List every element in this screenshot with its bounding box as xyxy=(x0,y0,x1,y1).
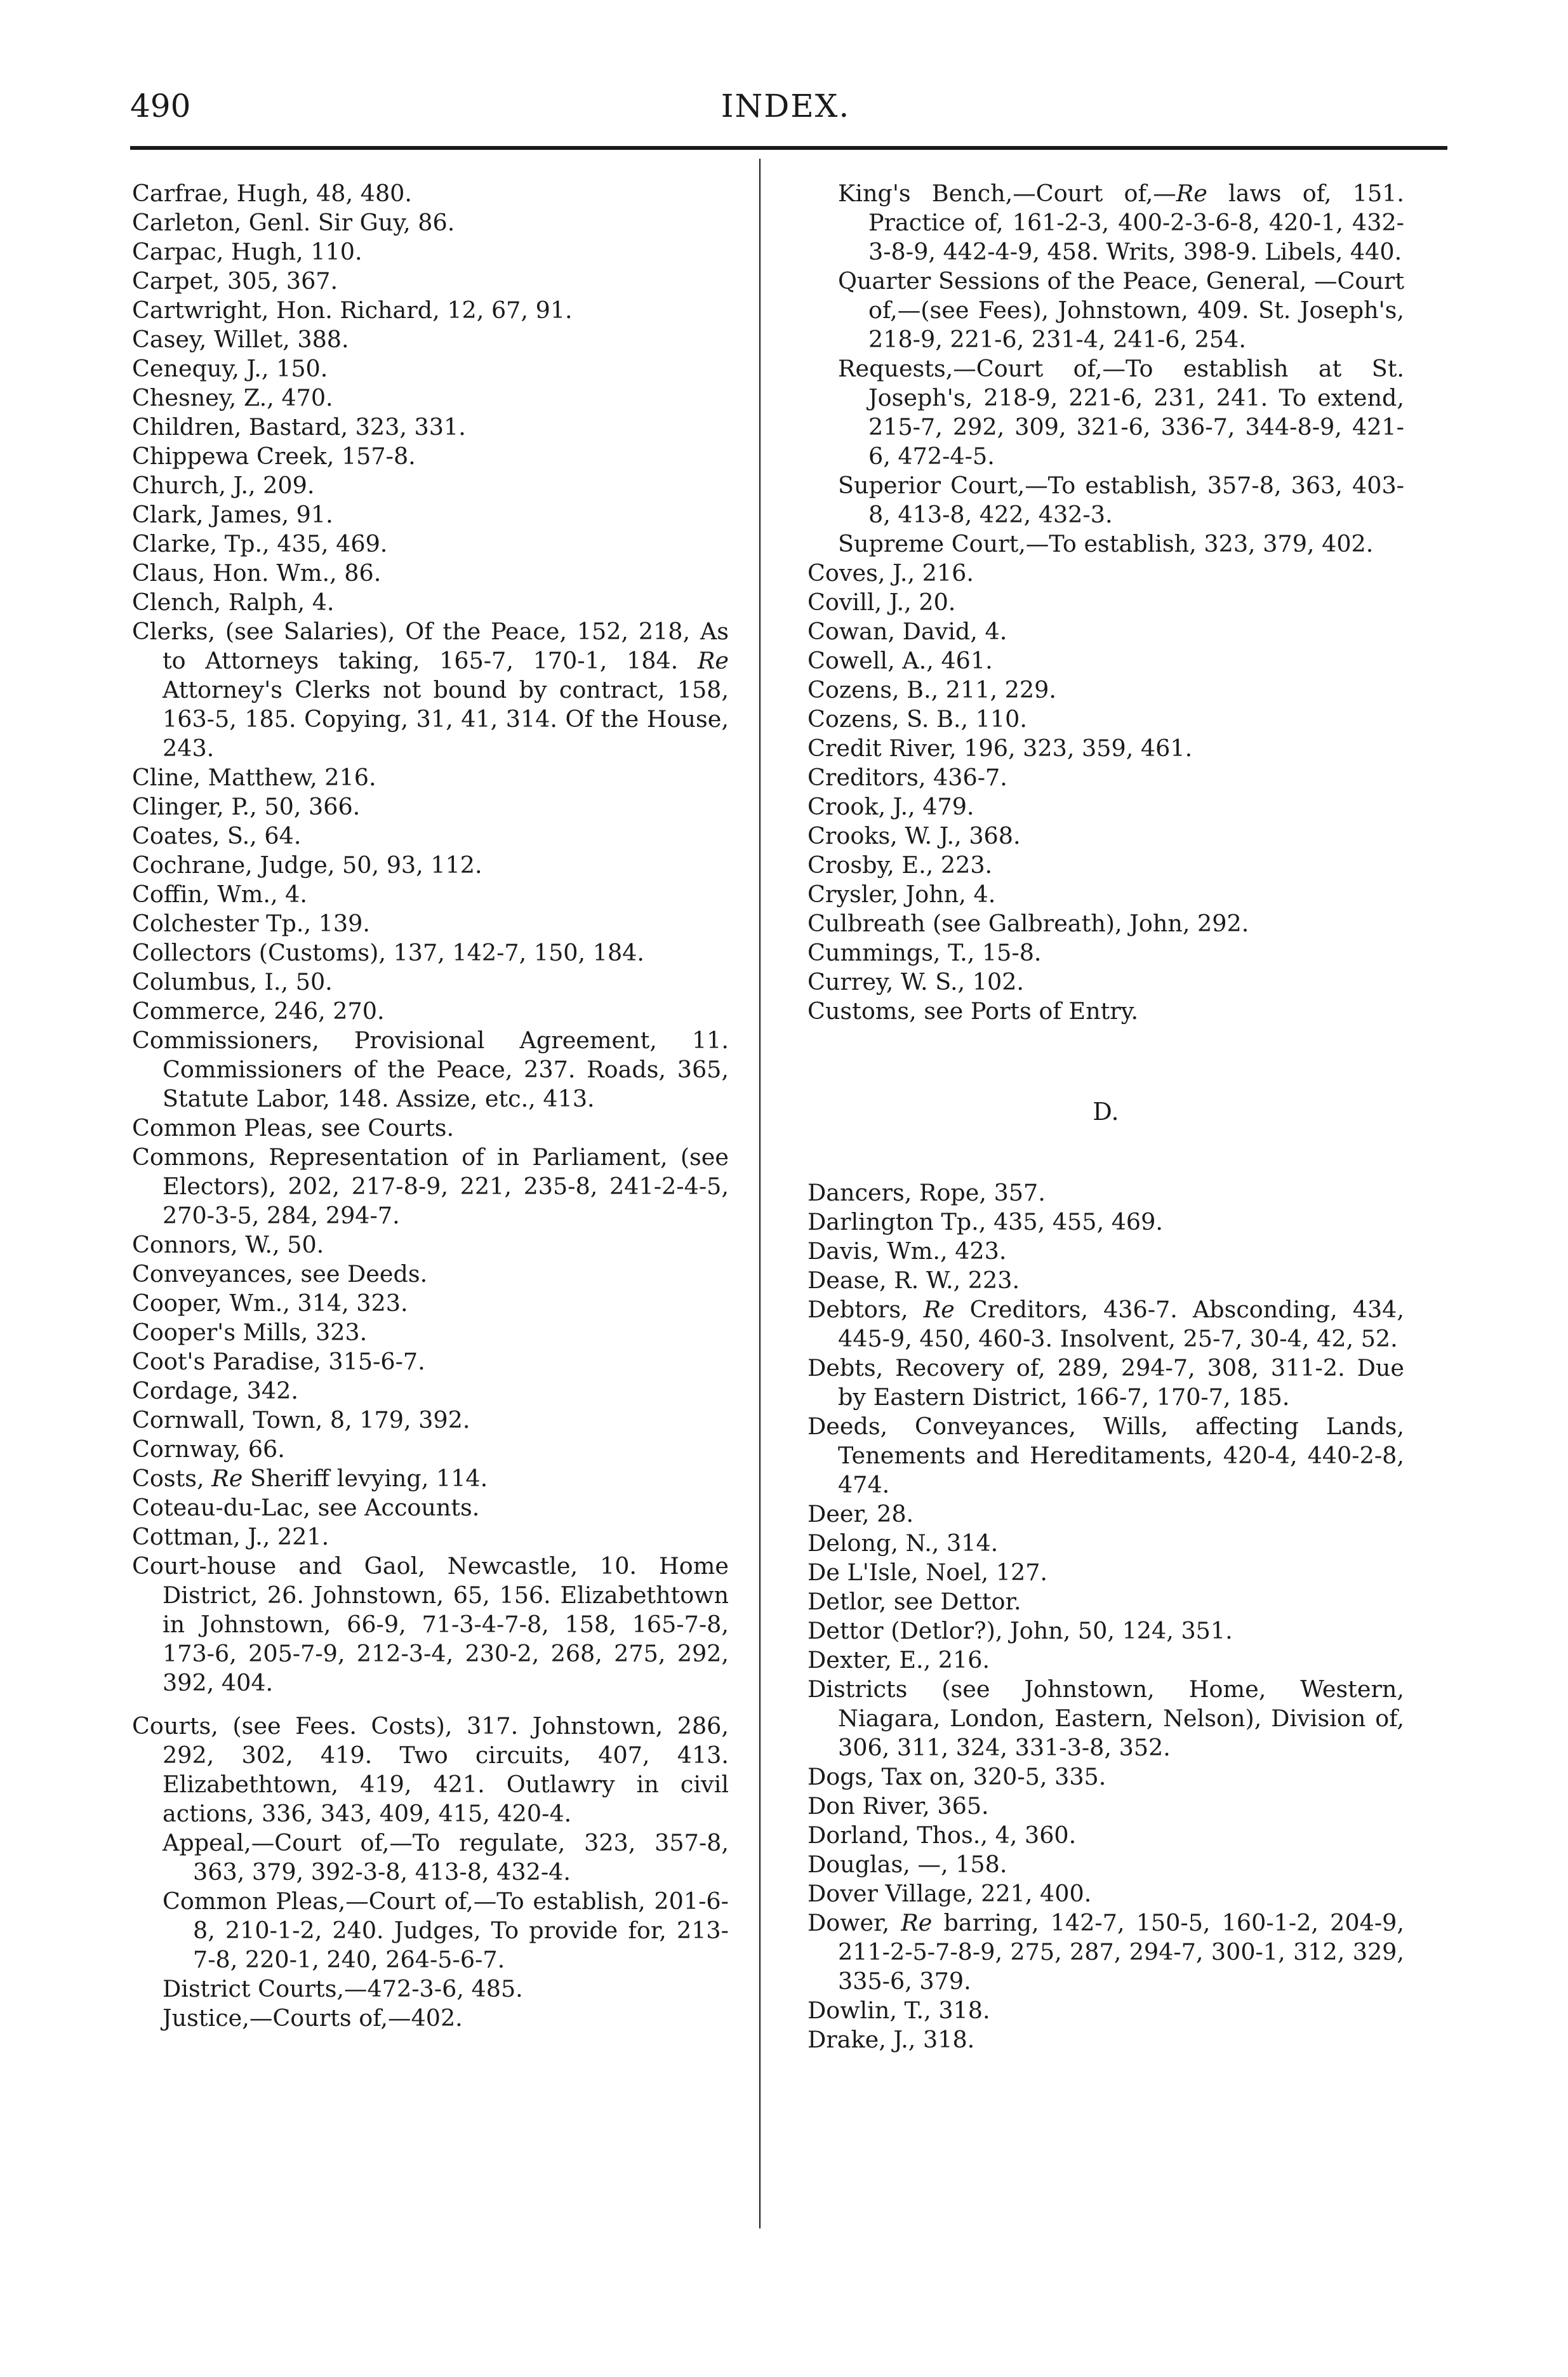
index-entry: Common Pleas, see Courts. xyxy=(132,1114,455,1142)
index-entry: Coates, S., 64. xyxy=(132,822,302,849)
index-entry: Dettor (Detlor?), John, 50, 124, 351. xyxy=(807,1617,1233,1644)
index-entry: Districts (see Johnstown, Home, Western, Niagara, London, Eastern, Nelson), Division of, 306, 311, 324, 331-3-8, 352. xyxy=(807,1675,1404,1761)
index-entry: Clench, Ralph, 4. xyxy=(132,589,335,616)
index-entry: Connors, W., 50. xyxy=(132,1231,324,1258)
index-entry: Dexter, E., 216. xyxy=(807,1646,990,1674)
index-entry: Darlington Tp., 435, 455, 469. xyxy=(807,1208,1163,1235)
index-entry: Chippewa Creek, 157-8. xyxy=(132,443,416,470)
index-entry: Carpet, 305, 367. xyxy=(132,267,338,295)
index-entry: Cordage, 342. xyxy=(132,1377,298,1404)
index-entry: Cline, Matthew, 216. xyxy=(132,764,376,791)
section-letter: D. xyxy=(1093,1098,1119,1126)
index-entry: Chesney, Z., 470. xyxy=(132,384,333,411)
index-entry: Coffin, Wm., 4. xyxy=(132,881,307,908)
left-column xyxy=(132,179,729,2033)
index-entry: Cottman, J., 221. xyxy=(132,1523,329,1550)
index-entry: Cenequy, J., 150. xyxy=(132,355,328,382)
index-entry: Cornwall, Town, 8, 179, 392. xyxy=(132,1406,470,1434)
index-entry: Clark, James, 91. xyxy=(132,501,333,528)
index-entry: Crooks, W. J., 368. xyxy=(807,822,1021,849)
index-entry: Crook, J., 479. xyxy=(807,793,974,820)
column-divider xyxy=(759,159,761,2228)
index-entry: Costs, Re Sheriff levying, 114. xyxy=(132,1465,488,1492)
index-entry: Cartwright, Hon. Richard, 12, 67, 91. xyxy=(132,296,573,324)
index-entry: Claus, Hon. Wm., 86. xyxy=(132,559,382,587)
index-entry: Casey, Willet, 388. xyxy=(132,326,349,353)
index-entry: Covill, J., 20. xyxy=(807,589,956,616)
index-entry: Requests,—Court of,—To establish at St. Joseph's, 218-9, 221-6, 231, 241. To extend, 215-7, 292, 309, 321-6, 336-7, 344-8-9, 421-6, 472-4-5. xyxy=(838,355,1404,470)
page-number: 490 xyxy=(130,88,191,124)
index-entry: Courts, (see Fees. Costs), 317. Johnstown, 286, 292, 302, 419. Two circuits, 407, 413. Elizabethtown, 419, 421. Outlawry in civil actions, 336, 343, 409, 415, 420-4. xyxy=(132,1712,729,1827)
index-entry: Colchester Tp., 139. xyxy=(132,910,370,937)
index-entry: Dancers, Rope, 357. xyxy=(807,1179,1046,1206)
index-entry: Drake, J., 318. xyxy=(807,2026,975,2053)
index-entry: Dover Village, 221, 400. xyxy=(807,1880,1092,1907)
index-entry: Cowan, David, 4. xyxy=(807,618,1007,645)
right-column xyxy=(807,179,1404,2054)
index-entry: Culbreath (see Galbreath), John, 292. xyxy=(807,910,1249,937)
index-entry: Crosby, E., 223. xyxy=(807,851,993,879)
index-entry: Cowell, A., 461. xyxy=(807,647,993,674)
index-entry: De L'Isle, Noel, 127. xyxy=(807,1559,1048,1586)
index-entry: Children, Bastard, 323, 331. xyxy=(132,413,466,441)
index-entry: Commerce, 246, 270. xyxy=(132,997,385,1025)
index-entry: Cornway, 66. xyxy=(132,1435,285,1463)
index-entry: Common Pleas,—Court of,—To establish, 201-6-8, 210-1-2, 240. Judges, To provide for, 213-7-8, 220-1, 240, 264-5-6-7. xyxy=(163,1888,729,1973)
index-entry: Currey, W. S., 102. xyxy=(807,968,1025,995)
index-entry: Dowlin, T., 318. xyxy=(807,1997,990,2024)
index-entry: Cozens, S. B., 110. xyxy=(807,705,1027,733)
index-entry: Dorland, Thos., 4, 360. xyxy=(807,1821,1077,1849)
index-entry: Commissioners, Provisional Agreement, 11. Commissioners of the Peace, 237. Roads, 365, Statute Labor, 148. Assize, etc., 413. xyxy=(132,1027,729,1112)
index-entry: Carfrae, Hugh, 48, 480. xyxy=(132,180,412,207)
running-head: INDEX. xyxy=(721,88,851,124)
index-entry: Cozens, B., 211, 229. xyxy=(807,676,1056,703)
index-entry: Columbus, I., 50. xyxy=(132,968,333,995)
index-entry: Clarke, Tp., 435, 469. xyxy=(132,530,388,557)
index-entry: Deeds, Conveyances, Wills, affecting Lands, Tenements and Hereditaments, 420-4, 440-2-8, 474. xyxy=(807,1413,1404,1498)
page-header xyxy=(130,83,1441,140)
index-entry: Cochrane, Judge, 50, 93, 112. xyxy=(132,851,482,879)
index-entry: Appeal,—Court of,—To regulate, 323, 357-8, 363, 379, 392-3-8, 413-8, 432-4. xyxy=(163,1829,729,1886)
index-entry: Conveyances, see Deeds. xyxy=(132,1260,428,1288)
index-entry: District Courts,—472-3-6, 485. xyxy=(163,1975,523,2002)
index-entry: Church, J., 209. xyxy=(132,472,315,499)
index-entry: Don River, 365. xyxy=(807,1792,989,1820)
index-entry: Coteau-du-Lac, see Accounts. xyxy=(132,1494,480,1521)
index-entry: Dogs, Tax on, 320-5, 335. xyxy=(807,1763,1106,1790)
index-entry: Cooper's Mills, 323. xyxy=(132,1319,368,1346)
index-entry: Carleton, Genl. Sir Guy, 86. xyxy=(132,209,455,236)
index-entry: Superior Court,—To establish, 357-8, 363, 403-8, 413-8, 422, 432-3. xyxy=(838,472,1404,528)
index-entry: Cummings, T., 15-8. xyxy=(807,939,1042,966)
index-entry: Quarter Sessions of the Peace, General, —Court of,—(see Fees), Johnstown, 409. St. Joseph's, 218-9, 221-6, 231-4, 241-6, 254. xyxy=(838,267,1404,353)
index-entry: Dower, Re barring, 142-7, 150-5, 160-1-2, 204-9, 211-2-5-7-8-9, 275, 287, 294-7, 300-1, 312, 329, 335-6, 379. xyxy=(807,1909,1404,1995)
index-entry: Detlor, see Dettor. xyxy=(807,1588,1021,1615)
index-entry: Supreme Court,—To establish, 323, 379, 402. xyxy=(838,530,1374,557)
index-entry: Davis, Wm., 423. xyxy=(807,1237,1007,1265)
index-entry: Customs, see Ports of Entry. xyxy=(807,997,1139,1025)
right-column-d-entries xyxy=(807,1178,1404,2054)
index-entry: Clinger, P., 50, 366. xyxy=(132,793,361,820)
index-entry: King's Bench,—Court of,—Re laws of, 151. Practice of, 161-2-3, 400-2-3-6-8, 420-1, 432-3-8-9, 442-4-9, 458. Writs, 398-9. Libels, 440. xyxy=(838,180,1404,265)
index-entry: Carpac, Hugh, 110. xyxy=(132,238,362,265)
index-entry: Creditors, 436-7. xyxy=(807,764,1007,791)
right-column-c-entries xyxy=(807,179,1404,1026)
index-entry: Deer, 28. xyxy=(807,1500,914,1528)
index-entry: Delong, N., 314. xyxy=(807,1529,999,1557)
index-entry: Coot's Paradise, 315-6-7. xyxy=(132,1348,425,1375)
index-entry: Crysler, John, 4. xyxy=(807,881,996,908)
index-entry: Dease, R. W., 223. xyxy=(807,1267,1020,1294)
index-entry: Clerks, (see Salaries), Of the Peace, 152, 218, As to Attorneys taking, 165-7, 170-1, 184. Re Attorney's Clerks not bound by contract, 158, 163-5, 185. Copying, 31, 41, 314. Of the House, 243. xyxy=(132,618,729,762)
header-rule xyxy=(130,146,1447,150)
index-entry: Court-house and Gaol, Newcastle, 10. Home District, 26. Johnstown, 65, 156. Elizabethtown in Johnstown, 66-9, 71-3-4-7-8, 158, 165-7-8, 173-6, 205-7-9, 212-3-4, 230-2, 268, 275, 292, 392, 404. xyxy=(132,1552,729,1696)
index-entry: Credit River, 196, 323, 359, 461. xyxy=(807,735,1193,762)
index-entry: Douglas, —, 158. xyxy=(807,1851,1007,1878)
index-entry: Collectors (Customs), 137, 142-7, 150, 184. xyxy=(132,939,644,966)
index-entry: Debtors, Re Creditors, 436-7. Absconding, 434, 445-9, 450, 460-3. Insolvent, 25-7, 30-4, 42, 52. xyxy=(807,1296,1404,1352)
index-entry: Commons, Representation of in Parliament, (see Electors), 202, 217-8-9, 221, 235-8, 241-2-4-5, 270-3-5, 284, 294-7. xyxy=(132,1143,729,1229)
index-entry: Coves, J., 216. xyxy=(807,559,974,587)
index-entry: Justice,—Courts of,—402. xyxy=(163,2004,463,2032)
index-entry: Cooper, Wm., 314, 323. xyxy=(132,1289,408,1317)
index-entry: Debts, Recovery of, 289, 294-7, 308, 311-2. Due by Eastern District, 166-7, 170-7, 185. xyxy=(807,1354,1404,1411)
